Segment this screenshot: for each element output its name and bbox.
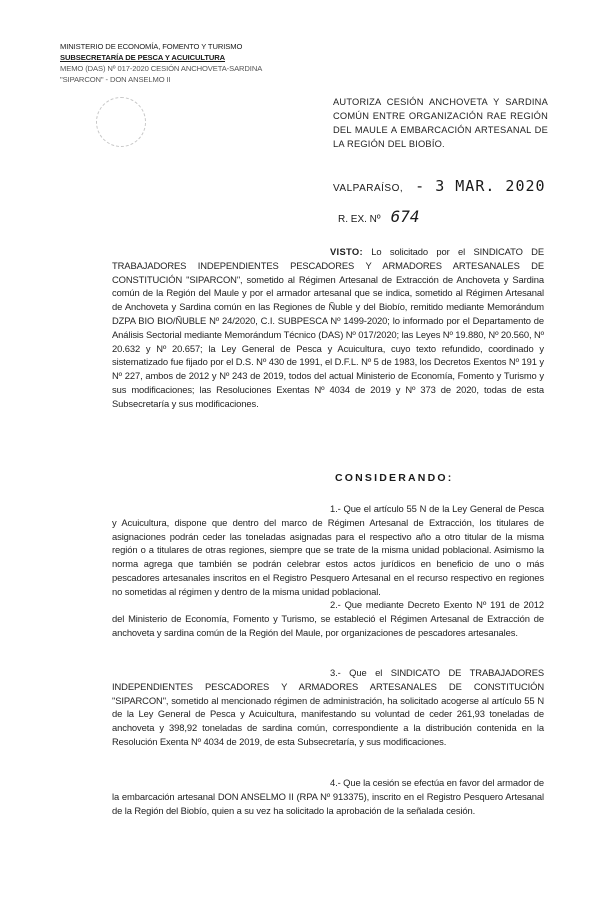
visto-paragraph bbox=[112, 245, 544, 411]
considerando-1 bbox=[112, 502, 544, 599]
place-and-date bbox=[333, 177, 546, 195]
considerando-2 bbox=[112, 598, 544, 639]
resolution-number: 674 bbox=[390, 207, 420, 226]
handwritten-date: - 3 MAR. 2020 bbox=[415, 177, 546, 195]
considerando-3-text: 3.- Que el SINDICATO DE TRABAJADORES INDEPENDIENTES PESCADORES Y ARMADORES ARTESANALES DE CONSTITUCIÓN "SIPARCON", sometido al mencionado régimen de administración, ha solicitado acogerse al artículo 55 N de la Ley General de Pesca y Acuicultura, manifestando su voluntad de ceder 261,93 toneladas de anchoveta y 398,92 toneladas de sardina común, correspondiente a la distribución contenida en la Resolución Exenta Nº 4034 de 2019, de esta Subsecretaría, y sus modificaciones. bbox=[112, 667, 544, 747]
memo-subject-reference: "SIPARCON" - DON ANSELMO II bbox=[60, 75, 171, 84]
considerando-heading: CONSIDERANDO: bbox=[335, 472, 454, 484]
considerando-3 bbox=[112, 666, 544, 749]
document-subject: AUTORIZA CESIÓN ANCHOVETA Y SARDINA COMÚN ENTRE ORGANIZACIÓN RAE REGIÓN DEL MAULE A EMBARCACIÓN ARTESANAL DE LA REGIÓN DEL BIOBÍO. bbox=[333, 97, 548, 149]
visto-label: VISTO: bbox=[330, 246, 363, 257]
place-name: VALPARAÍSO, bbox=[333, 183, 404, 194]
letterhead bbox=[60, 41, 320, 85]
resolution-number-line bbox=[338, 207, 419, 226]
visto-text: Lo solicitado por el SINDICATO DE TRABAJADORES INDEPENDIENTES PESCADORES Y ARMADORES ARTESANALES DE CONSTITUCIÓN "SIPARCON", sometido al Régimen Artesanal de Extracción de Anchoveta y Sardina común de la Región del Maule y por el armador artesanal que se indica, sometido al Régimen Artesanal de Anchoveta y Sardina común en las Regiones de Ñuble y del Biobío, remitido mediante Memorándum DZPA BIO BIO/ÑUBLE Nº 24/2020, C.I. SUBPESCA Nº 1499-2020; lo informado por el Departamento de Análisis Sectorial mediante Memorándum Técnico (DAS) Nº 017/2020; las Leyes Nº 19.880, Nº 20.560, Nº 20.632 y Nº 20.657; la Ley General de Pesca y Acuicultura, cuyo texto refundido, coordinado y sistematizado fue fijado por el D.S. Nº 430 de 1991, el D.F.L. Nº 5 de 1983, los Decretos Exentos Nº 191 y Nº 227, ambos de 2012 y Nº 243 de 2019, todos del actual Ministerio de Economía, Fomento y Turismo y sus modificaciones; las Resoluciones Exentas Nº 4034 de 2019 y Nº 373 de 2020, todas de esta Subsecretaría y sus modificaciones. bbox=[112, 246, 544, 409]
considerando-1-text: 1.- Que el artículo 55 N de la Ley General de Pesca y Acuicultura, dispone que dentro del marco de Régimen Artesanal de Extracción, los titulares de asignaciones podrán ceder las toneladas asignadas para el respectivo año a otro titular de la misma región o a titulares de otras regiones, siempre que se trate de la misma unidad poblacional. Asimismo la norma agrega que también se podrán celebrar estos actos jurídicos en beneficio de uno o más pescadores artesanales inscritos en el Registro Pesquero Artesanal en el recurso respectivo en regiones no sometidas al régimen y dentro de la misma unidad poblacional. bbox=[112, 503, 544, 597]
resolution-label: R. EX. Nº bbox=[338, 214, 381, 225]
ministry-name: MINISTERIO DE ECONOMÍA, FOMENTO Y TURISMO bbox=[60, 42, 243, 51]
considerando-4 bbox=[112, 776, 544, 817]
stamp-mark bbox=[96, 97, 146, 147]
memo-reference: MEMO (DAS) Nº 017-2020 CESIÓN ANCHOVETA-SARDINA bbox=[60, 64, 263, 73]
considerando-2-text: 2.- Que mediante Decreto Exento Nº 191 de 2012 del Ministerio de Economía, Fomento y Turismo, se estableció el Régimen Artesanal de Extracción de anchoveta y sardina común de la Región del Maule, por organizaciones de pescadores artesanales. bbox=[112, 599, 544, 638]
considerando-4-text: 4.- Que la cesión se efectúa en favor del armador de la embarcación artesanal DON ANSELMO II (RPA Nº 913375), inscrito en el Registro Pesquero Artesanal de la Región del Biobío, quien a su vez ha solicitado la aprobación de la señalada cesión. bbox=[112, 777, 544, 816]
undersecretariat-name: SUBSECRETARÍA DE PESCA Y ACUICULTURA bbox=[60, 53, 226, 62]
